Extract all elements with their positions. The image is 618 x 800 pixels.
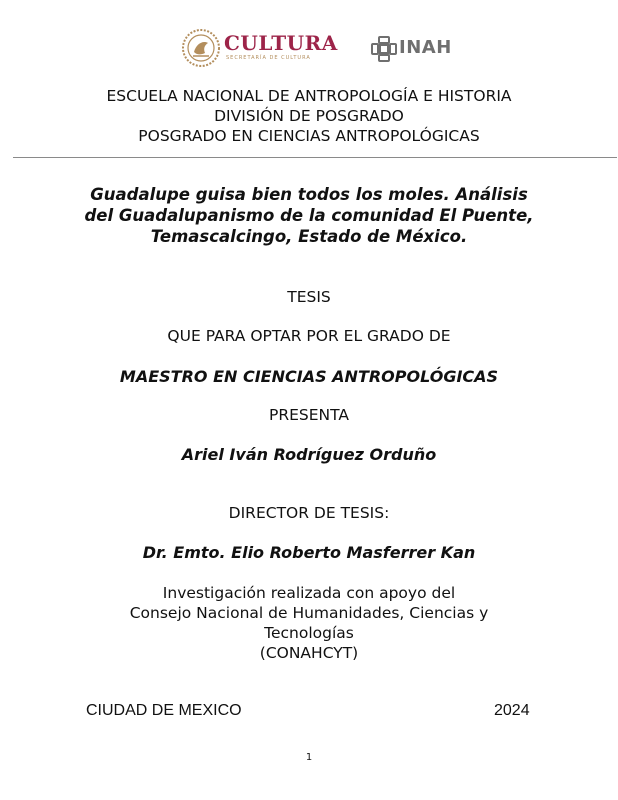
thesis-title	[40, 184, 578, 247]
director-name: Dr. Emto. Elio Roberto Masferrer Kan	[142, 543, 476, 562]
header-divider	[13, 157, 617, 158]
funding-line: (CONAHCYT)	[259, 644, 359, 662]
cultura-logo-word: CULTURA	[224, 31, 338, 55]
director-label: DIRECTOR DE TESIS:	[228, 504, 390, 522]
author-name: Ariel Iván Rodríguez Orduño	[181, 445, 437, 464]
presents-label: PRESENTA	[268, 406, 349, 424]
inah-emblem-icon	[370, 35, 398, 63]
division-name: DIVISIÓN DE POSGRADO	[214, 107, 404, 125]
mexico-eagle-seal-icon	[181, 28, 221, 68]
cultura-logo-subtitle: SECRETARÍA DE CULTURA	[226, 55, 311, 61]
funding-line: Tecnologías	[264, 624, 354, 642]
document-type: TESIS	[287, 288, 331, 306]
page-number: 1	[305, 752, 313, 763]
school-name: ESCUELA NACIONAL DE ANTROPOLOGÍA E HISTORIA	[106, 87, 512, 105]
program-name: POSGRADO EN CIENCIAS ANTROPOLÓGICAS	[138, 127, 480, 145]
funding-line: Consejo Nacional de Humanidades, Ciencias y	[129, 604, 489, 622]
thesis-title-line: del Guadalupanismo de la comunidad El Puente,	[84, 206, 534, 225]
thesis-title-line: Guadalupe guisa bien todos los moles. Análisis	[90, 185, 528, 204]
inah-logo-word: INAH	[399, 37, 452, 58]
funding-note	[0, 583, 618, 663]
thesis-title-line: Temascalcingo, Estado de México.	[150, 227, 468, 246]
header-logos	[0, 28, 618, 70]
degree-purpose: QUE PARA OPTAR POR EL GRADO DE	[167, 327, 451, 345]
city: CIUDAD DE MEXICO	[86, 702, 242, 719]
year: 2024	[494, 702, 530, 719]
degree-name: MAESTRO EN CIENCIAS ANTROPOLÓGICAS	[119, 367, 499, 386]
institution-block	[0, 86, 618, 146]
funding-line: Investigación realizada con apoyo del	[162, 584, 456, 602]
